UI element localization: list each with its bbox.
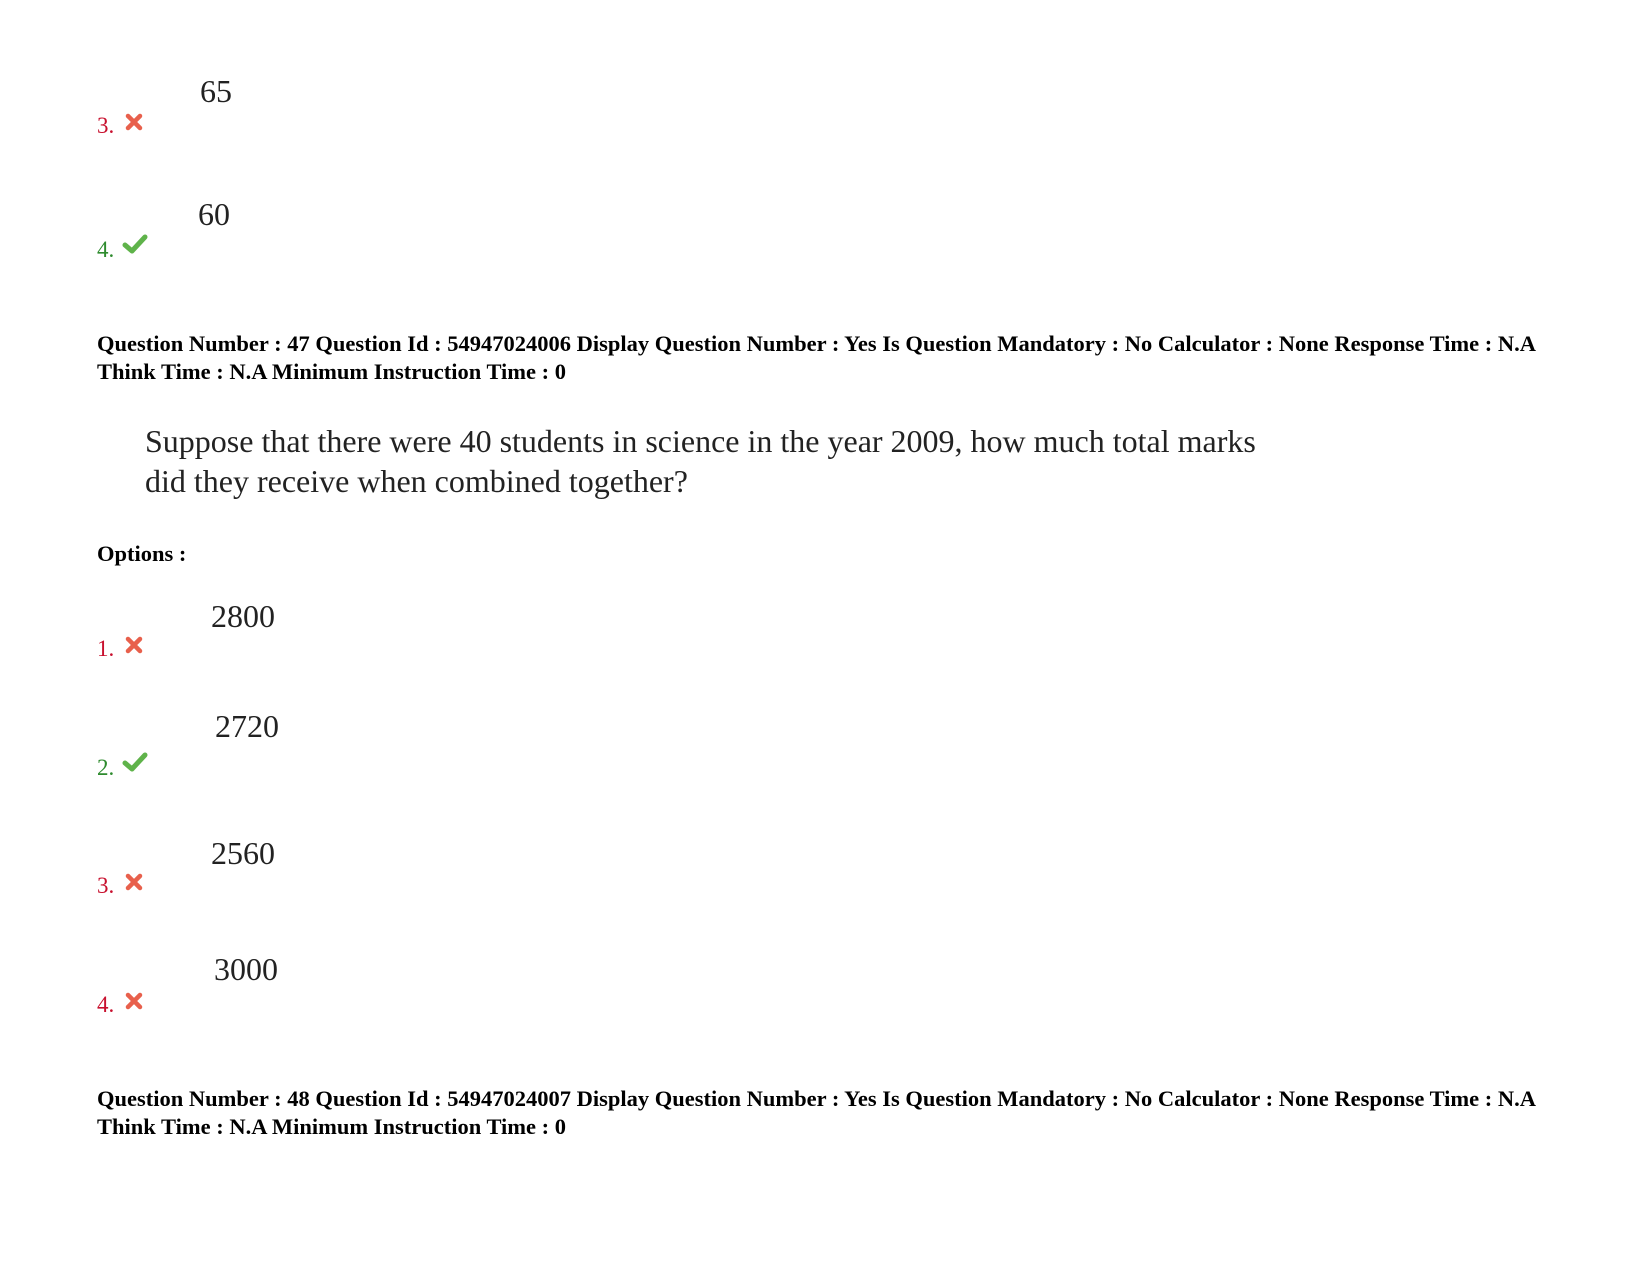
option-number: 3. xyxy=(97,113,115,138)
checkmark-icon xyxy=(122,751,148,773)
option-number: 4. xyxy=(97,992,115,1017)
question-48-meta: Question Number : 48 Question Id : 54947024007 Display Question Number : Yes Is Question Mandatory : No Calculator : None Response Time : N.A Think Time : N.A Minimum Instruction Time : 0 xyxy=(97,1086,1535,1139)
option-number: 4. xyxy=(97,237,115,262)
cross-icon xyxy=(123,990,145,1012)
cross-icon xyxy=(123,634,145,656)
option-number: 1. xyxy=(97,636,115,661)
question-text-line: Suppose that there were 40 students in science in the year 2009, how much total marks xyxy=(145,423,1256,459)
question-47-meta: Question Number : 47 Question Id : 54947024006 Display Question Number : Yes Is Question Mandatory : No Calculator : None Response Time : N.A Think Time : N.A Minimum Instruction Time : 0 xyxy=(97,331,1535,384)
option-number: 2. xyxy=(97,755,115,780)
checkmark-icon xyxy=(122,233,148,255)
option-number: 3. xyxy=(97,873,115,898)
question-text-line: did they receive when combined together? xyxy=(145,463,688,499)
option-value: 2560 xyxy=(211,835,275,871)
option-value: 60 xyxy=(198,196,230,232)
cross-icon xyxy=(123,871,145,893)
option-value: 2800 xyxy=(211,598,275,634)
question-47-text xyxy=(145,421,1445,501)
option-value: 2720 xyxy=(215,708,279,744)
cross-icon xyxy=(123,111,145,133)
option-value: 3000 xyxy=(214,951,278,987)
option-value: 65 xyxy=(200,73,232,109)
options-label: Options : xyxy=(97,541,187,566)
